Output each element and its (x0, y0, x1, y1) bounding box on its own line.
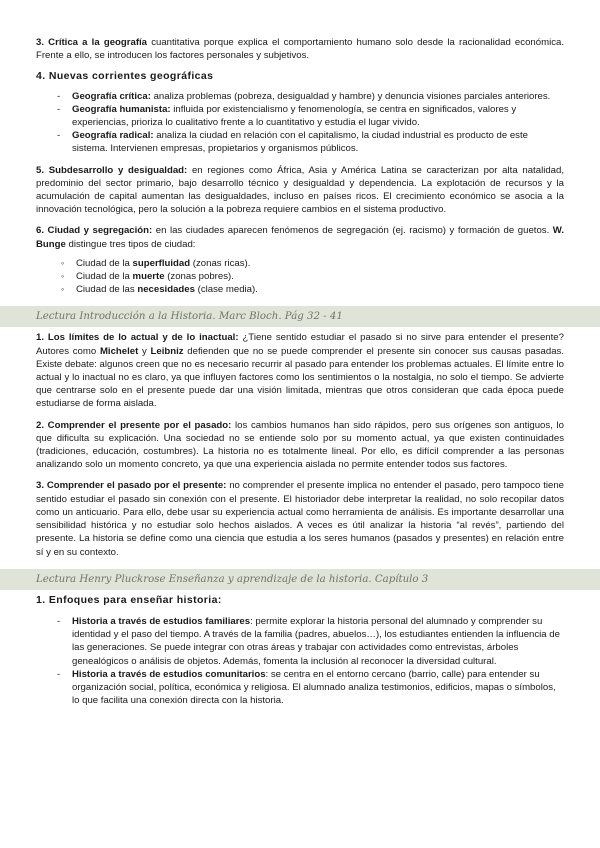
list-item (36, 129, 564, 155)
paragraph-title: 3. Comprender el pasado por el presente: (36, 480, 227, 492)
list-item (36, 270, 564, 283)
item-keyword: superfluidad (132, 257, 191, 269)
bloch-paragraph-1 (36, 331, 564, 410)
list-item (36, 668, 564, 708)
section-5-title: 5. Subdesarrollo y desigualdad: (36, 164, 188, 176)
paragraph-text: defienden que no se puede comprender el presente sin conocer sus causas pasadas. Existe debate: algunos creen que no es necesario recurrir al pasado para entender los problemas actuales. El límite entre lo actual y lo inactual no es claro, ya que influyen factores como los sentimientos o la nostalgia, no solo el tiempo. Se advierte que centrarse solo en el presente puede dar una visión limitada, mientras que otros consideran que cada época puede estudiarse de forma aislada. (36, 345, 564, 410)
paragraph-text: y (138, 345, 151, 357)
list-item (36, 615, 564, 668)
pluckrose-reading-banner: Lectura Henry Pluckrose Enseñanza y aprendizaje de la historia. Capítulo 3 (0, 569, 600, 590)
author-name: Leibniz (150, 345, 184, 357)
item-suffix: (zonas pobres). (164, 271, 234, 283)
item-prefix: Ciudad de la (76, 271, 133, 283)
item-keyword: necesidades (137, 284, 195, 296)
bloch-paragraph-2 (36, 419, 564, 472)
item-text: analiza la ciudad en relación con el capitalismo, la ciudad industrial es producto de este sistema. Intervienen empresas, propietarios y organismos públicos. (72, 130, 528, 155)
section-3-text: cuantitativa porque explica el comportamiento humano solo desde la racionalidad económica. Frente a ello, se introducen los factores personales y subjetivos. (36, 37, 564, 62)
section-6-text-continued: distingue tres tipos de ciudad: (65, 238, 196, 250)
item-label: Geografía humanista: (72, 103, 171, 115)
author-name: Michelet (99, 345, 139, 357)
pluckrose-heading: 1. Enfoques para enseñar historia: (36, 593, 222, 606)
list-item (36, 257, 564, 270)
section-4-heading: 4. Nuevas corrientes geográficas (36, 70, 214, 83)
bloch-paragraph-3 (36, 479, 564, 558)
section-5-text: en regiones como África, Asia y América Latina se caracterizan por alta natalidad, predominio del sector primario, bajo desarrollo técnico y desigualdad y dependencia. La explotación de recursos y la acumulación de capital aumentan las desigualdades, incluso en países ricos. El crecimiento económico se asocia a la innovación tecnológica, pero la solución a la pobreza requiere cambios en el sistema productivo. (36, 164, 564, 216)
section-5-paragraph (36, 164, 564, 217)
item-label: Historia a través de estudios comunitarios (72, 668, 266, 680)
item-text: : permite explorar la historia personal del alumnado y comprender su identidad y el paso del tiempo. A través de la familia (padres, abuelos…), los estudiantes entienden la influencia de las generaciones. Se puede integrar con otras áreas y trabajar con actividades como entrevistas, árboles genealógicos o análisis de objetos. Además, fomenta la inclusión al reconocer la diversidad cultural. (72, 615, 560, 667)
section-3-title: 3. Crítica a la geografía (36, 37, 148, 48)
paragraph-title: 1. Los límites de lo actual y de lo inactual: (36, 332, 239, 344)
item-label: Geografía radical: (72, 130, 154, 142)
list-item (36, 90, 564, 103)
item-text: analiza problemas (pobreza, desigualdad y hambre) y denuncia visiones parciales anteriores. (150, 90, 551, 102)
section-4-list (36, 90, 564, 156)
city-types-list (36, 257, 564, 297)
author-name: W. Bunge (36, 225, 564, 250)
item-keyword: muerte (132, 271, 165, 283)
section-6-title: 6. Ciudad y segregación: (36, 225, 153, 237)
item-suffix: (clase media). (194, 284, 258, 296)
paragraph-text: ¿Tiene sentido estudiar el pasado si no sirve para entender el presente? Autores como (36, 332, 564, 357)
paragraph-text: los cambios humanos han sido rápidos, pero sus orígenes son antiguos, lo que dificulta su explicación. Una sociedad no se entiende solo por su momento actual, ya que existen continuidades (tradiciones, educación, costumbres). La historia no es totalmente lineal. Por ello, es difícil comprender a las personas analizando solo un momento concreto, ya que una experiencia aislada no permite entender todos sus factores. (36, 419, 565, 471)
item-prefix: Ciudad de la (76, 257, 133, 269)
item-label: Historia a través de estudios familiares (72, 615, 251, 627)
item-prefix: Ciudad de las (76, 284, 138, 296)
bloch-reading-banner: Lectura Introducción a la Historia. Marc Bloch. Pág 32 - 41 (0, 306, 600, 327)
teaching-approaches-list (36, 615, 564, 707)
item-label: Geografía crítica: (72, 90, 151, 102)
list-item (36, 283, 564, 296)
paragraph-title: 2. Comprender el presente por el pasado: (36, 419, 232, 431)
list-item (36, 103, 564, 129)
item-text: : se centra en el entorno cercano (barrio, calle) para entender su organización social, política, económica y religiosa. El alumnado analiza testimonios, edificios, mapas o símbolos, lo que facilita una conexión directa con la historia. (72, 668, 556, 707)
item-text: influida por existencialismo y fenomenología, se centra en significados, valores y experiencias, prioriza lo cualitativo frente a lo cuantitativo y estudia el lugar vivido. (72, 103, 517, 129)
section-6-paragraph (36, 224, 564, 250)
paragraph-text: no comprender el presente implica no entender el pasado, pero tampoco tiene sentido estudiar el pasado sin conexión con el presente. El historiador debe interpretar la realidad, no solo recopilar datos como un anticuario. Para ello, debe usar su experiencia actual como herramienta de análisis. Es importante desarrollar una sensibilidad histórica y no estudiar solo hechos aislados. A veces es útil analizar la historia “al revés”, partiendo del presente. La historia se define como una ciencia que estudia a los seres humanos (pasados y presentes) en relación entre sí y en su contexto. (36, 480, 564, 558)
section-3-paragraph (36, 36, 564, 62)
section-6-text: en las ciudades aparecen fenómenos de segregación (ej. racismo) y formación de guetos. (152, 225, 553, 237)
item-suffix: (zonas ricas). (190, 257, 251, 269)
